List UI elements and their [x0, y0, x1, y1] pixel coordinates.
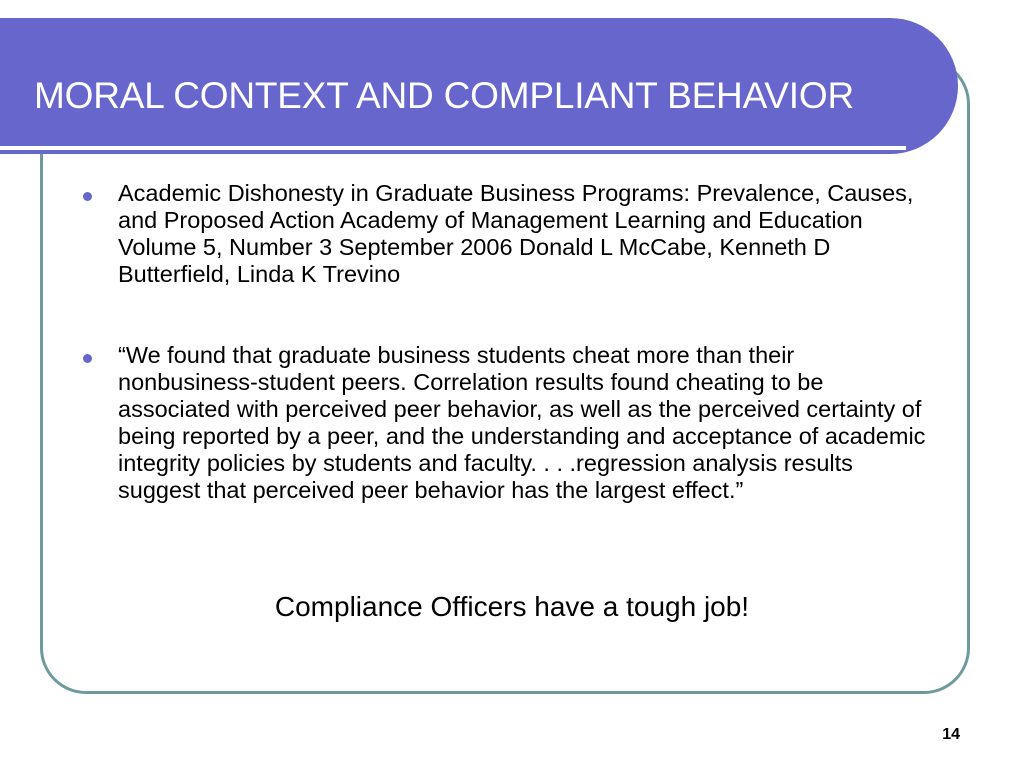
bullet-item-quote — [80, 342, 940, 504]
slide-title: MORAL CONTEXT AND COMPLIANT BEHAVIOR — [34, 75, 854, 116]
bullet-text: Academic Dishonesty in Graduate Business Programs: Prevalence, Causes, and Proposed Action Academy of Management Learning and Education Volume 5, Number 3 September 2006 Donald L McCabe, Kenneth D Butterfield, Linda K Trevino — [118, 180, 914, 287]
title-bar — [0, 18, 958, 154]
slide-number: 14 — [942, 726, 960, 743]
tagline: Compliance Officers have a tough job! — [274, 591, 750, 622]
bullet-text: “We found that graduate business students cheat more than their nonbusiness-student peers. Correlation results found cheating to be associated with perceived peer behavior, as well as the perceived certainty of being reported by a peer, and the understanding and acceptance of academic integrity policies by students and faculty. . . .regression analysis results suggest that perceived peer behavior has the largest effect.” — [118, 342, 926, 503]
bullet-item-citation — [80, 180, 940, 288]
title-underline — [0, 146, 906, 150]
bullet-dot-icon — [83, 354, 92, 363]
bullet-dot-icon — [83, 192, 92, 201]
bullet-list — [80, 180, 940, 504]
